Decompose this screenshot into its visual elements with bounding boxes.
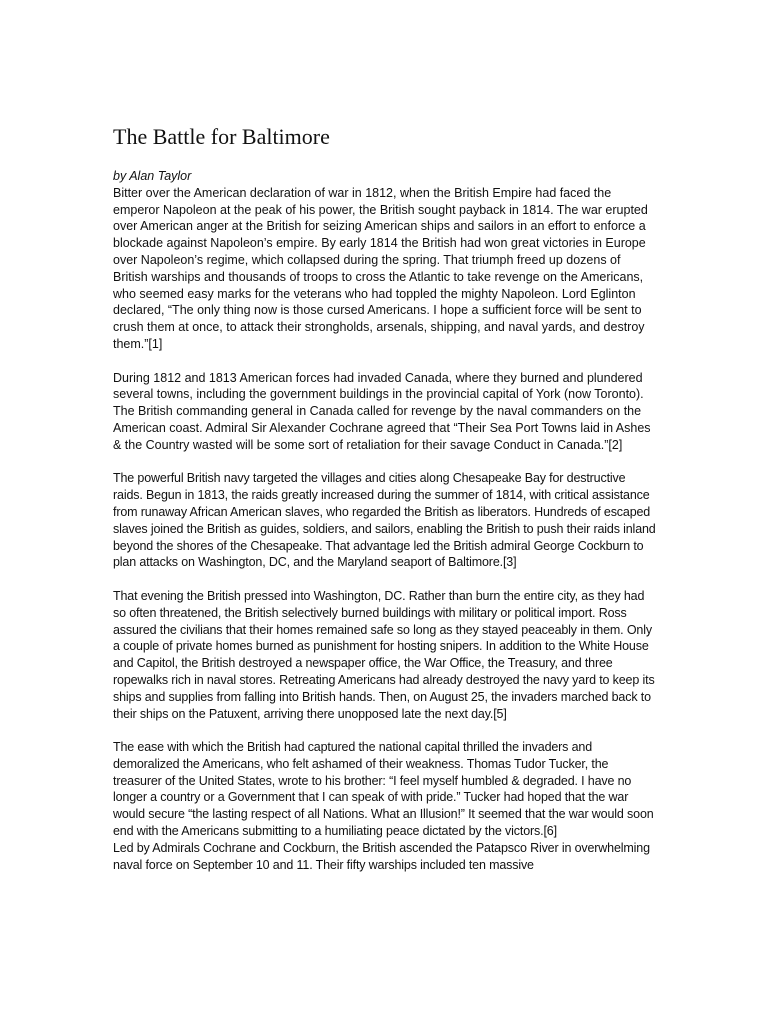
paragraph-3: The powerful British navy targeted the villages and cities along Chesapeake Bay for destructive raids. Begun in 1813, the raids greatly increased during the summer of 1814, with critical assistance from runaway African American slaves, who regarded the British as liberators. Hundreds of escaped slaves joined the British as guides, soldiers, and sailors, enabling the British to push their raids inland beyond the shores of the Chesapeake. That advantage led the British admiral George Cockburn to plan attacks on Washington, DC, and the Maryland seaport of Baltimore.[3] (113, 471, 656, 570)
author-byline: by Alan Taylor (113, 169, 192, 183)
document-title: The Battle for Baltimore (113, 124, 330, 149)
paragraph-1: Bitter over the American declaration of war in 1812, when the British Empire had faced the emperor Napoleon at the peak of his power, the British sought payback in 1814. The war erupted over American anger at the British for seizing American ships and sailors in an effort to enforce a blockade against Napoleon’s empire. By early 1814 the British had won great victories in Europe over Napoleon’s regime, which collapsed during the spring. That triumph freed up dozens of British warships and thousands of troops to cross the Atlantic to take revenge on the Americans, who seemed easy marks for the veterans who had toppled the mighty Napoleon. Lord Eglinton declared, “The only thing now is those cursed Americans. I hope a sufficient force will be sent to crush them at once, to attack their strongholds, arsenals, shipping, and naval yards, and destroy them.”[1] (113, 185, 648, 351)
paragraph-4: That evening the British pressed into Washington, DC. Rather than burn the entire city, as they had so often threatened, the British selectively burned buildings with military or political import. Ross assured the civilians that their homes remained safe so long as they stayed peaceably in them. Only a couple of private homes burned as punishment for hosting snipers. In addition to the White House and Capitol, the British destroyed a newspaper office, the War Office, the Treasury, and three ropewalks rich in naval stores. Retreating Americans had already destroyed the navy yard to keep its ships and supplies from falling into British hands. Then, on August 25, the invaders marched back to their ships on the Patuxent, arriving there unopposed late the next day.[5] (113, 588, 655, 721)
paragraph-6: Led by Admirals Cochrane and Cockburn, the British ascended the Patapsco River in overwhelming naval force on September 10 and 11. Their fifty warships included ten massive (113, 840, 650, 872)
article-body (113, 168, 656, 873)
paragraph-5: The ease with which the British had captured the national capital thrilled the invaders and demoralized the Americans, who felt ashamed of their weakness. Thomas Tudor Tucker, the treasurer of the United States, wrote to his brother: “I feel myself humbled & degraded. I have no longer a country or a Government that I can speak of with pride.” Tucker had hoped that the war would secure “the lasting respect of all Nations. What an Illusion!” It seemed that the war would soon end with the Americans submitting to a humiliating peace dictated by the victors.[6] (113, 740, 654, 839)
paragraph-2: During 1812 and 1813 American forces had invaded Canada, where they burned and plundered several towns, including the government buildings in the provincial capital of York (now Toronto). The British commanding general in Canada called for revenge by the naval commanders on the American coast. Admiral Sir Alexander Cochrane agreed that “Their Sea Port Towns laid in Ashes & the Country wasted will be some sort of retaliation for their savage Conduct in Canada.”[2] (113, 370, 651, 452)
